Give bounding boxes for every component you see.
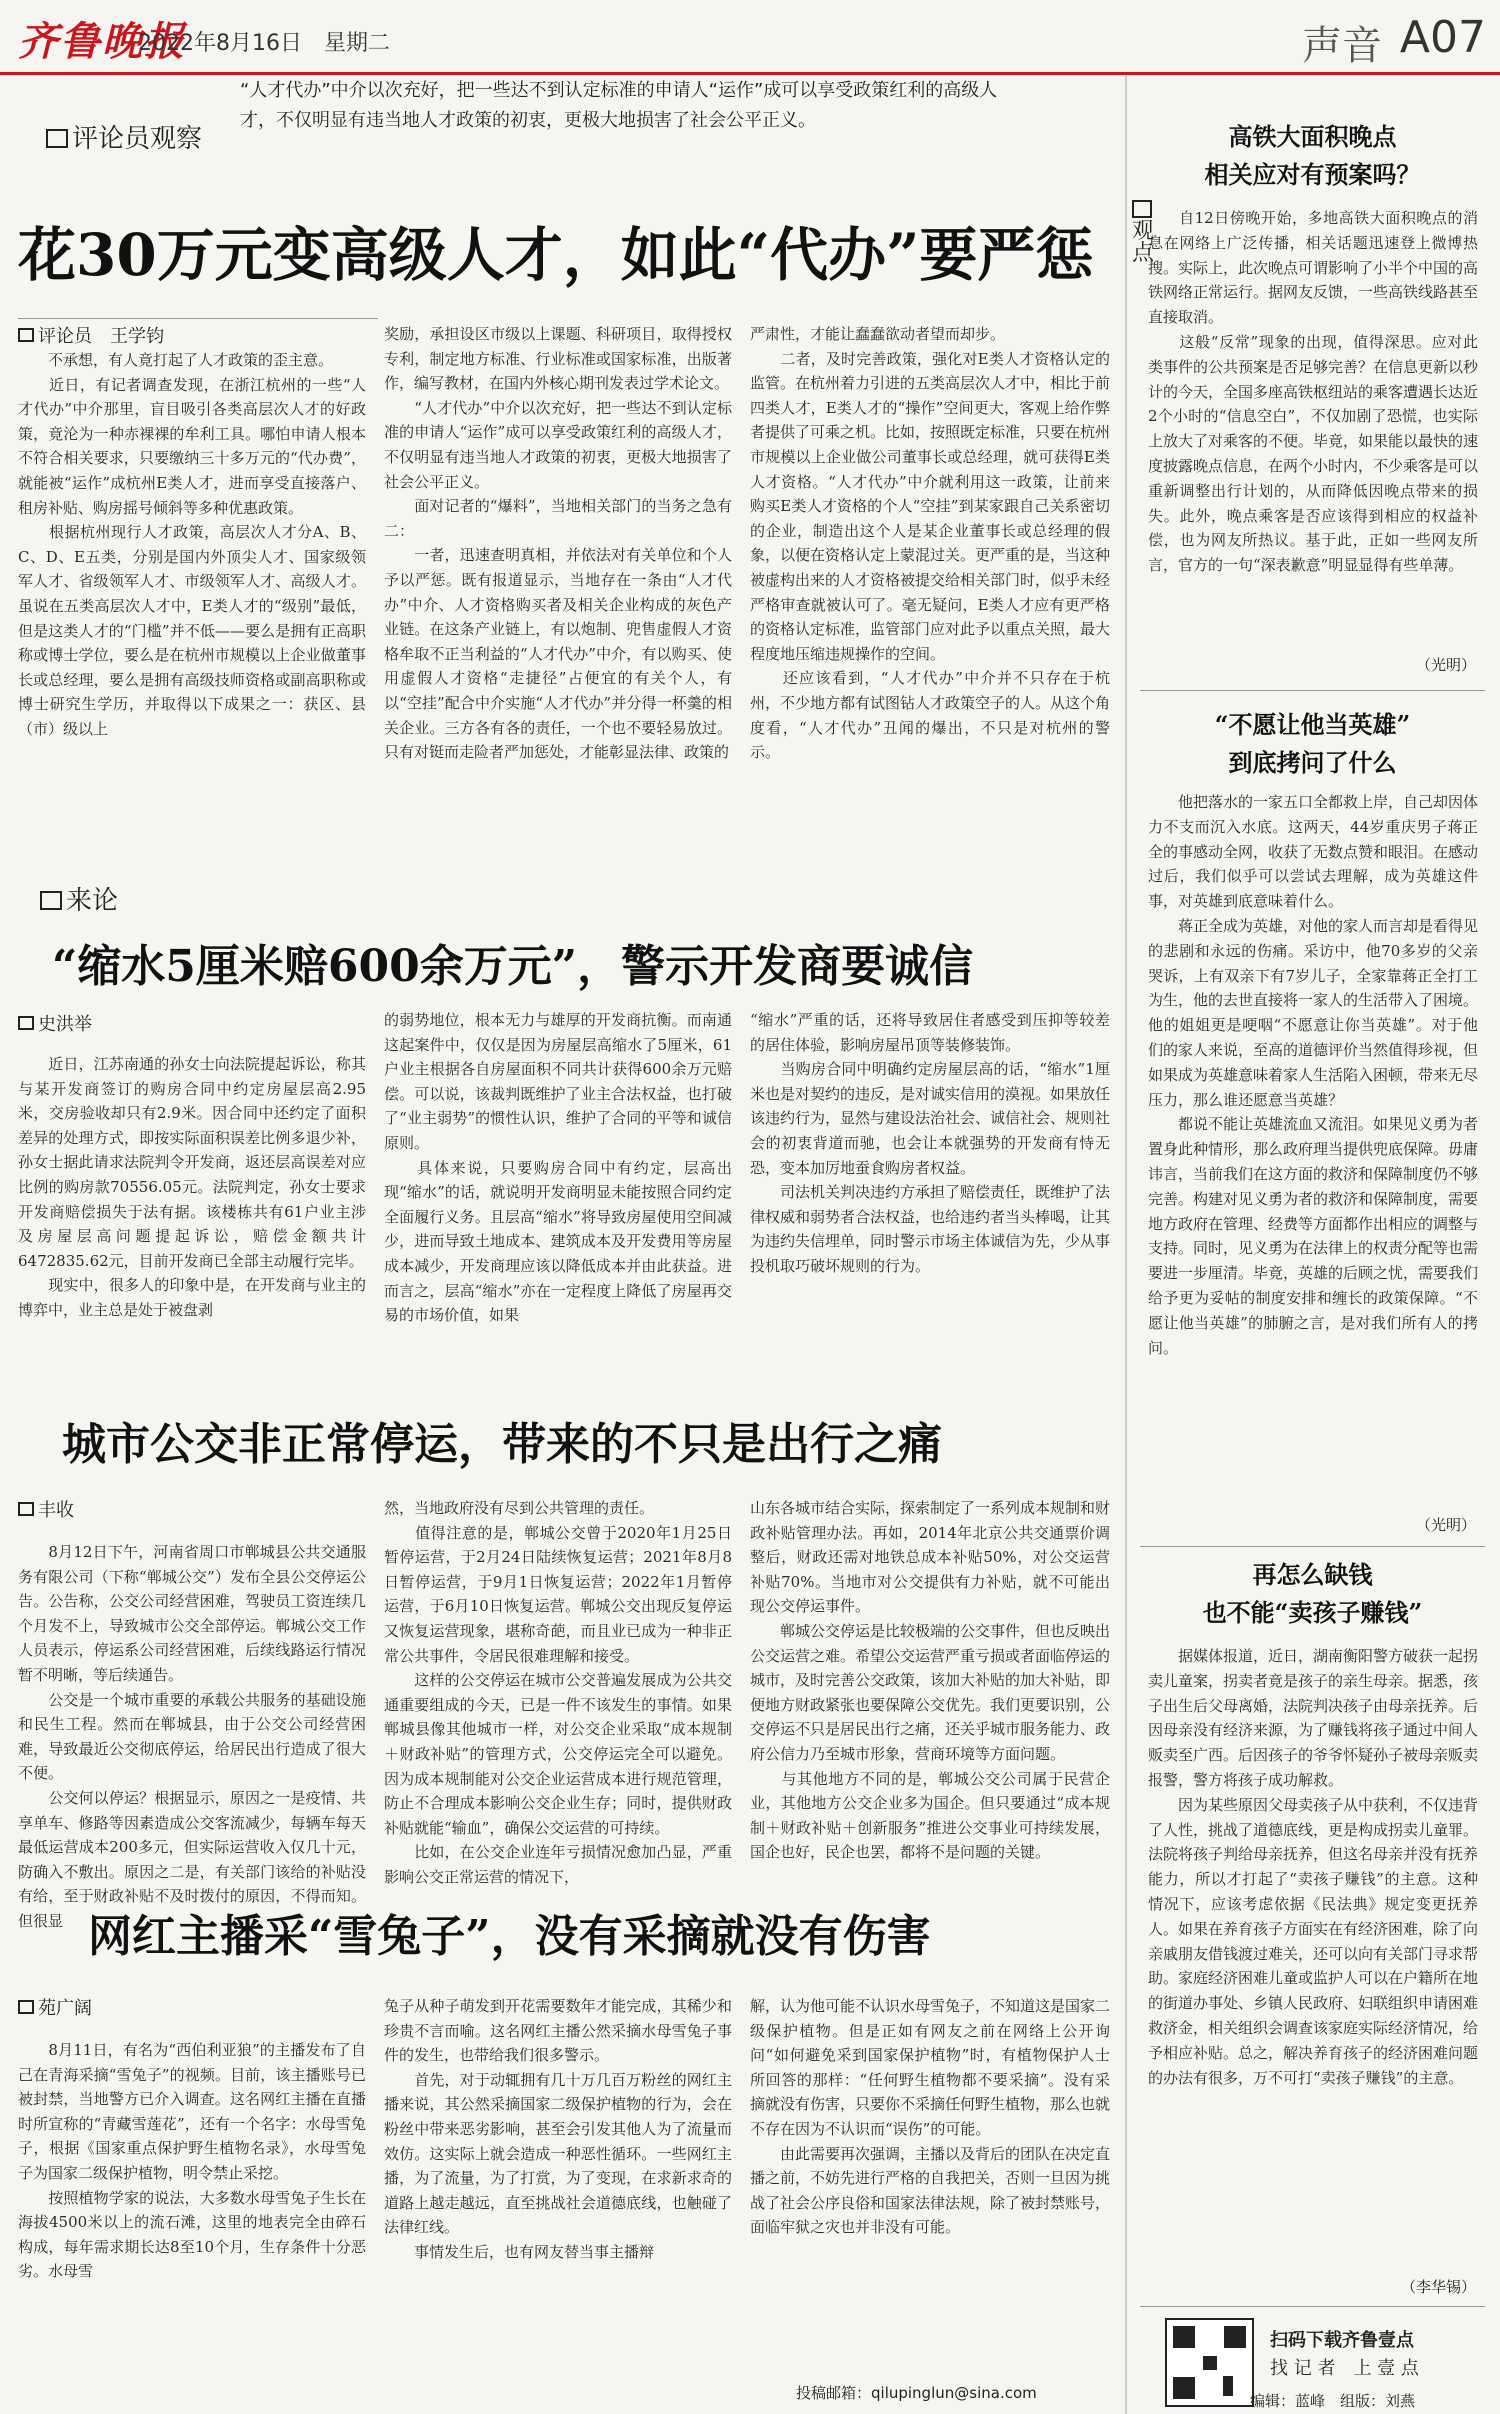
section-name: 声音 xyxy=(1302,23,1382,69)
article-column: 近日，江苏南通的孙女士向法院提起诉讼，称其与某开发商签订的购房合同中约定房屋层高2.95米，交房验收却只有2.9米。因合同中还约定了面积差异的处理方式，即按实际面积误差比例多退少补，孙女士据此请求法院判令开发商，返还层高误差对应比例的购房款70556.05元。法院判定，孙女士要求开发商赔偿损失于法有据。该楼栋共有61户业主涉及房屋层高问题提起诉讼，赔偿金额共计6472835.62元，目前开发商已全部主动履行完毕。 现实中，很多人的印象中是，在开发商与业主的博弈中，业主总是处于被盘剥 xyxy=(18,1055,366,1319)
headline-snow-rabbit: 网红主播采“雪兔子”，没有采摘就没有伤害 xyxy=(88,1911,931,1962)
byline-author: 评论员 王学钧 xyxy=(18,322,164,348)
article-source: （李华锡） xyxy=(1400,2278,1476,2296)
editor-credit: 编辑：蓝峰 组版：刘燕 xyxy=(1250,2392,1416,2410)
byline-rule xyxy=(18,318,378,319)
section-tag-observation: 评论员观察 xyxy=(46,118,202,155)
right-headline-line2: 到底拷问了什么 xyxy=(1228,748,1397,777)
headline-talent-agency: 花30万元变高级人才，如此“代办”要严惩 xyxy=(18,221,1094,289)
article-source: （光明） xyxy=(1415,656,1476,674)
headline-bus-suspension: 城市公交非正常停运，带来的不只是出行之痛 xyxy=(62,1419,942,1470)
article-column: 严肃性，才能让蠢蠢欲动者望而却步。 二者，及时完善政策，强化对E类人才资格认定的监管。在杭州着力引进的五类高层次人才中，相比于前四类人才，E类人才的“操作”空间更大，客观上给作弊者提供了可乘之机。比如，按照既定标准，只要在杭州市规模以上企业做公司董事长或总经理，就可获得E类人才资格。“人才代办”中介就利用这一政策，让前来购买E类人才资格的个人“空挂”到某家跟自己关系密切的企业，制造出这个人是某企业董事长或总经理的假象，以便在资格认定上蒙混过关。更严重的是，当这种被虚构出来的人才资格被提交给相关部门时，似乎未经严格审查就被认可了。毫无疑问，E类人才应有更严格的资格认定标准，监管部门应对此予以重点关照，最大程度地压缩违规操作的空间。 还应该看到，“人才代办”中介并不只存在于杭州，不少地方都有试图钻人才政策空子的人。从这个角度看，“人才代办”丑闻的爆出，不只是对杭州的警示。 xyxy=(750,325,1111,762)
page-number: A07 xyxy=(1399,12,1486,63)
right-article-body: 据媒体报道，近日，湖南衡阳警方破获一起拐卖儿童案，拐卖者竟是孩子的亲生母亲。据悉，孩子出生后父母离婚，法院判决孩子由母亲抚养。后因母亲没有经济来源，为了赚钱将孩子通过中间人贩卖至广西。后因孩子的爷爷怀疑孙子被母亲贩卖报警，警方将孩子成功解救。 因为某些原因父母卖孩子从中获利，不仅违背了人性，挑战了道德底线，更是构成拐卖儿童罪。法院将孩子判给母亲抚养，但这名母亲并没有抚养能力，所以才打起了“卖孩子赚钱”的主意。这种情况下，应该考虑依据《民法典》规定变更抚养人。如果在养育孩子方面实在有经济困难，除了向亲戚朋友借钱渡过难关，还可以向有关部门寻求帮助。家庭经济困难儿童或监护人可以在户籍所在地的街道办事处、乡镇人民政府、妇联组织申请困难救济金，相关组织会调查该家庭实际经济情况，给予相应补贴。总之，解决养育孩子的经济困难问题的办法有很多，万不可打“卖孩子赚钱”的主意。 xyxy=(1148,1647,1479,2087)
byline-author: 丰收 xyxy=(18,1496,74,1522)
right-headline-line1: 高铁大面积晚点 xyxy=(1228,122,1397,151)
qr-subtext: 找 记 者 上 壹 点 xyxy=(1270,2358,1419,2379)
article-column: 解，认为他可能不认识水母雪兔子，不知道这是国家二级保护植物。但是正如有网友之前在网络上公开询问“如何避免采到国家保护植物”时，有植物保护人士所回答的那样：“任何野生植物都不要采摘”。没有采摘就没有伤害，只要你不采摘任何野生植物，那么也就不存在因为不认识而“误伤”的可能。 由此需要再次强调，主播以及背后的团队在决定直播之前，不妨先进行严格的自我把关，否则一旦因为挑战了社会公序良俗和国家法律法规，除了被封禁账号，面临牢狱之灾也并非没有可能。 xyxy=(750,1997,1111,2237)
article-column: 不承想，有人竟打起了人才政策的歪主意。 近日，有记者调查发现，在浙江杭州的一些“人才代办”中介那里，盲目吸引各类高层次人才的好政策，竟沦为一种赤裸裸的牟利工具。哪怕申请人根本不符合相关要求，只要缴纳三十多万元的“代办费”，就能被“运作”成杭州E类人才，进而享受直接落户、租房补贴、购房摇号倾斜等多种优惠政策。 根据杭州现行人才政策，高层次人才分A、B、C、D、E五类，分别是国内外顶尖人才、国家级领军人才、省级领军人才、市级领军人才、高级人才。虽说在五类高层次人才中，E类人才的“级别”最低，但是这类人才的“门槛”并不低——要么是拥有正高职称或博士学位，要么是在杭州市规模以上企业做董事长或总经理，要么是拥有高级技师资格或副高职称或博士研究生学历，并取得以下成果之一：获区、县（市）级以上 xyxy=(18,351,366,738)
right-headline-line1: 再怎么缺钱 xyxy=(1252,1560,1373,1589)
right-article-body: 他把落水的一家五口全都救上岸，自己却因体力不支而沉入水底。这两天，44岁重庆男子蒋正全的事感动全网，收获了无数点赞和眼泪。在感动过后，我们似乎可以尝试去理解，成为英雄这件事，对英雄到底意味着什么。 蒋正全成为英雄，对他的家人而言却是看得见的悲剧和永远的伤痛。采访中，他70多岁的父亲哭诉，上有双亲下有7岁儿子，全家靠蒋正全打工为生，他的去世直接将一家人的生活带入了困境。他的姐姐更是哽咽“不愿意让你当英雄”。对于他们的家人来说，至高的道德评价当然值得珍视，但如果成为英雄意味着家人生活陷入困顿，带来无尽压力，那么谁还愿意当英雄？ 都说不能让英雄流血又流泪。如果见义勇为者置身此种情形，那么政府理当提供兜底保障。毋庸讳言，当前我们在这方面的救济和保障制度仍不够完善。构建对见义勇为者的救济和保障制度，需要地方政府在管理、经费等方面都作出相应的调整与支持。同时，见义勇为在法律上的权责分配等也需要进一步厘清。毕竟，英雄的后顾之忧，需要我们给予更为妥帖的制度安排和缠长的政策保障。“不愿让他当英雄”的肺腑之言，是对我们所有人的拷问。 xyxy=(1148,793,1479,1357)
right-divider xyxy=(1140,1546,1485,1547)
article-column: “缩水”严重的话，还将导致居住者感受到压抑等较差的居住体验，影响房屋吊顶等装修装饰。 当购房合同中明确约定房屋层高的话，“缩水”1厘米也是对契约的违反，是对诚实信用的漠视。如果放任该违约行为，显然与建设法治社会、诚信社会、规则社会的初衷背道而驰，也会让本就强势的开发商有恃无恐，变本加厉地蚕食购房者权益。 司法机关判决违约方承担了赔偿责任，既维护了法律权威和弱势者合法权益，也给违约者当头棒喝，让其为违约失信埋单，同时警示市场主体诚信为先，少从事投机取巧破坏规则的行为。 xyxy=(750,1011,1111,1275)
submission-email: 投稿邮箱：qilupinglun@sina.com xyxy=(796,2384,1037,2402)
headline-developer-integrity: “缩水5厘米赔600余万元”，警示开发商要诚信 xyxy=(52,941,974,992)
article-column: 奖励，承担设区市级以上课题、科研项目，取得授权专利，制定地方标准、行业标准或国家标准，出版著作，编写教材，在国内外核心期刊发表过学术论文。 “人才代办”中介以次充好，把一些达不到认定标准的申请人“运作”成可以享受政策红利的高级人才，不仅明显有违当地人才政策的初衷，更极大地损害了社会公平正义。 面对记者的“爆料”，当地相关部门的当务之急有二： 一者，迅速查明真相，并依法对有关单位和个人予以严惩。既有报道显示，当地存在一条由“人才代办”中介、人才资格购买者及相关企业构成的灰色产业链。在这条产业链上，有以炮制、兜售虚假人才资格牟取不正当利益的“人才代办”中介，有以购买、使用虚假人才资格“走捷径”占便宜的有关个人，有以“空挂”配合中介实施“人才代办”并分得一杯羹的相关企业。三方各有各的责任，一个也不要轻易放过。只有对铤而走险者严加惩处，才能彰显法律、政策的 xyxy=(384,325,732,762)
lead-summary: “人才代办”中介以次充好，把一些达不到认定标准的申请人“运作”成可以享受政策红利的高级人才，不仅明显有违当地人才政策的初衷，更极大地损害了社会公平正义。 xyxy=(240,80,998,131)
article-column: 然，当地政府没有尽到公共管理的责任。 值得注意的是，郸城公交曾于2020年1月25日暂停运营，于2月24日陆续恢复运营；2021年8月8日暂停运营，于9月1日恢复运营；2022年1月暂停运营，于6月10日恢复运营。郸城公交出现反复停运又恢复运营现象，堪称奇葩，而且业已成为一种非正常公共事件，令居民很难理解和接受。 这样的公交停运在城市公交普遍发展成为公共交通重要组成的今天，已是一件不该发生的事情。如果郸城县像其他城市一样，对公交企业采取“成本规制＋财政补贴”的管理方式，公交停运完全可以避免。因为成本规制能对公交企业运营成本进行规范管理，防止不合理成本影响公交企业生存；同时，提供财政补贴就能“输血”，确保公交运营的可持续。 比如，在公交企业连年亏损情况愈加凸显，严重影响公交正常运营的情况下， xyxy=(384,1499,732,1886)
article-column: 兔子从种子萌发到开花需要数年才能完成，其稀少和珍贵不言而喻。这名网红主播公然采摘水母雪兔子事件的发生，也带给我们很多警示。 首先，对于动辄拥有几十万几百万粉丝的网红主播来说，其公然采摘国家二级保护植物的行为，会在粉丝中带来恶劣影响，甚至会引发其他人为了流量而效仿。这实际上就会造成一种恶性循环。一些网红主播，为了流量，为了打赏，为了变现，在求新求奇的道路上越走越远，直至挑战社会道德底线，也触碰了法律红线。 事情发生后，也有网友替当事主播辩 xyxy=(384,1997,732,2261)
newspaper-logo: 齐鲁晚报 xyxy=(18,18,186,65)
viewpoint-tag: 观点 xyxy=(1132,200,1152,265)
article-source: （光明） xyxy=(1415,1516,1476,1534)
masthead xyxy=(0,0,1500,75)
article-column: 的弱势地位，根本无力与雄厚的开发商抗衡。而南通这起案件中，仅仅是因为房屋层高缩水了5厘米，61户业主根据各自房屋面积不同共计获得600余万元赔偿。可以说，该裁判既维护了业主合法权益，也打破了“业主弱势”的惯性认识，维护了合同的平等和诚信原则。 具体来说，只要购房合同中有约定，层高出现“缩水”的话，就说明开发商明显未能按照合同约定全面履行义务。且层高“缩水”将导致房屋使用空间减少，进而导致土地成本、建筑成本及开发费用等房屋成本减少，开发商理应该以降低成本并由此获益。进而言之，层高“缩水”亦在一定程度上降低了房屋再交易的市场价值，如果 xyxy=(384,1011,732,1325)
column-divider xyxy=(1125,76,1127,2414)
right-divider xyxy=(1140,2306,1485,2307)
right-headline-line2: 也不能“卖孩子赚钱” xyxy=(1202,1598,1423,1627)
article-column: 8月11日，有名为“西伯利亚狼”的主播发布了自己在青海采摘“雪兔子”的视频。目前，该主播账号已被封禁，当地警方已介入调查。这名网红主播在直播时所宣称的“青藏雪莲花”，还有一个名字：水母雪兔子，根据《国家重点保护野生植物名录》，水母雪兔子为国家二级保护植物，明令禁止采挖。 按照植物学家的说法，大多数水母雪兔子生长在海拔4500米以上的流石滩，这里的地表完全由碎石构成，每年需求期长达8至10个月，生存条件十分恶劣。水母雪 xyxy=(18,2041,366,2281)
right-article-body: 自12日傍晚开始，多地高铁大面积晚点的消息在网络上广泛传播，相关话题迅速登上微博热搜。实际上，此次晚点可谓影响了小半个中国的高铁网络正常运行。据网友反馈，一些高铁线路甚至直接取消。 这般“反常”现象的出现，值得深思。应对此类事件的公共预案是否足够完善？在信息更新以秒计的今天，全国多座高铁枢纽站的乘客遭遇长达近2个小时的“信息空白”，不仅加剧了恐慌，也实际上放大了对乘客的不便。毕竟，如果能以最快的速度披露晚点信息，在两个小时内，不少乘客是可以重新调整出行计划的，从而降低因晚点带来的损失。此外，晚点乘客是否应该得到相应的权益补偿，也为网友所热议。基于此，正如一些网友所言，官方的一句“深表歉意”明显显得有些单薄。 xyxy=(1148,209,1479,575)
byline-author: 苑广阔 xyxy=(18,1994,92,2020)
article-column: 8月12日下午，河南省周口市郸城县公共交通服务有限公司（下称“郸城公交”）发布全县公交停运公告。公告称，公交公司经营困难，驾驶员工资连续几个月发不上，导致城市公交全部停运。郸城公交工作人员表示，停运系公司经营困难，后续线路运行情况暂不明晰，等后续通告。 公交是一个城市重要的承载公共服务的基础设施和民生工程。然而在郸城县，由于公交公司经营困难，导致最近公交彻底停运，给居民出行造成了很大不便。 公交何以停运？根据显示，原因之一是疫情、共享单车、修路等因素造成公交客流减少，每辆车每天最低运营成本200多元，但实际运营收入仅几十元，防确入不敷出。原因之二是，有关部门该给的补贴没有给，至于财政补贴不及时拨付的原因，不得而知。但很显 xyxy=(18,1543,366,1930)
right-headline-line2: 相关应对有预案吗？ xyxy=(1204,160,1421,189)
byline-author: 史洪举 xyxy=(18,1010,92,1036)
section-tag-commentary: 来论 xyxy=(40,880,118,917)
qr-label: 扫码下载齐鲁壹点 xyxy=(1270,2330,1414,2351)
right-divider xyxy=(1140,690,1485,691)
qr-code[interactable] xyxy=(1165,2318,1254,2407)
right-headline-line1: “不愿让他当英雄” xyxy=(1214,710,1411,739)
issue-date: 2022年8月16日 星期二 xyxy=(138,31,390,56)
article-column: 山东各城市结合实际，探索制定了一系列成本规制和财政补贴管理办法。再如，2014年北京公共交通票价调整后，财政还需对地铁总成本补贴50%，对公交运营补贴70%。当地市对公交提供有力补贴，就不可能出现公交停运事件。 郸城公交停运是比较极端的公交事件，但也反映出公交运营之难。希望公交运营严重亏损或者面临停运的城市，及时完善公交政策，该加大补贴的加大补贴，即便地方财政紧张也要保障公交优先。我们更要识别，公交停运不只是居民出行之痛，还关乎城市服务能力、政府公信力乃至城市形象，营商环境等方面问题。 与其他地方不同的是，郸城公交公司属于民营企业，其他地方公交企业多为国企。但只要通过“成本规制＋财政补贴＋创新服务”推进公交事业可持续发展，国企也好，民企也罢，都将不是问题的关键。 xyxy=(750,1499,1111,1862)
